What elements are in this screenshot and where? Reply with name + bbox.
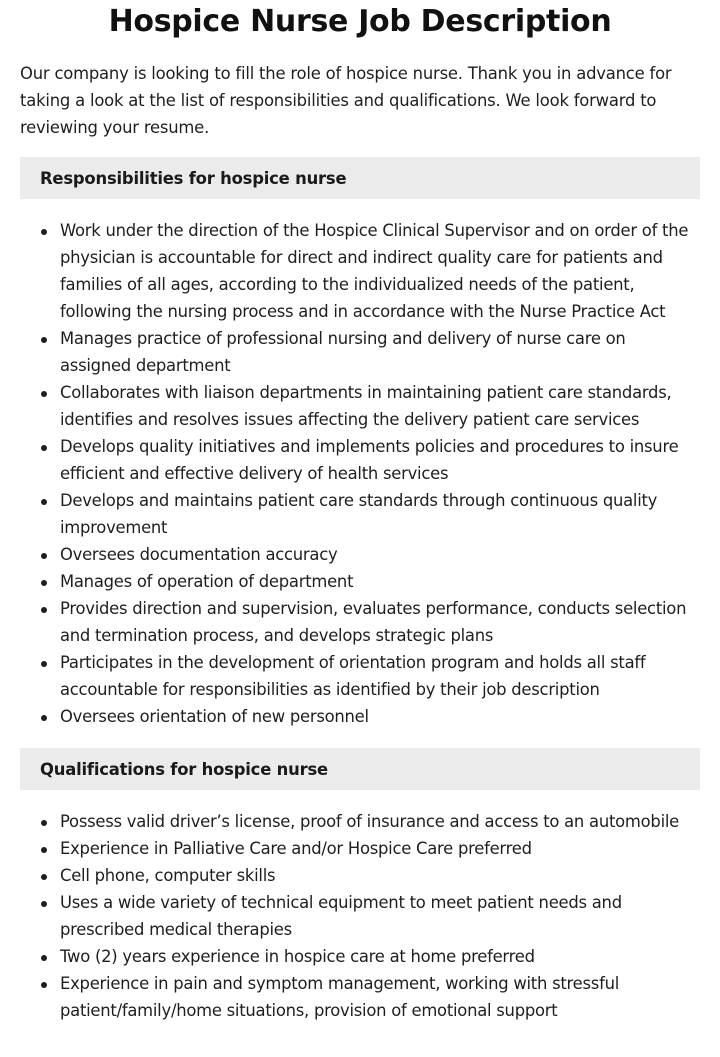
list-item-text: Two (2) years experience in hospice care at home preferred [60, 947, 535, 966]
list-item [20, 595, 700, 649]
bullet-icon [41, 607, 47, 613]
list-item-text: Experience in Palliative Care and/or Hospice Care preferred [60, 839, 532, 858]
page-title: Hospice Nurse Job Description [108, 4, 612, 39]
list-item-text: Oversees documentation accuracy [60, 545, 338, 564]
bullet-icon [41, 820, 47, 826]
responsibilities-list [20, 217, 700, 730]
list-item [20, 325, 700, 379]
list-item [20, 541, 700, 568]
bullet-icon [41, 847, 47, 853]
list-item-text: Possess valid driver’s license, proof of insurance and access to an automobile [60, 812, 680, 831]
intro-paragraph: Our company is looking to fill the role of hospice nurse. Thank you in advance for taking a look at the list of responsibilities and qualifications. We look forward to reviewing your resume. [20, 64, 672, 137]
bullet-icon [41, 661, 47, 667]
list-item [20, 862, 700, 889]
list-item [20, 217, 700, 325]
list-item-text: Experience in pain and symptom management, working with stressful patient/family/home situations, provision of emotional support [60, 974, 620, 1020]
list-item-text: Develops quality initiatives and implements policies and procedures to insure efficient and effective delivery of health services [60, 437, 679, 483]
bullet-icon [41, 955, 47, 961]
list-item [20, 703, 700, 730]
bullet-icon [41, 715, 47, 721]
list-item [20, 433, 700, 487]
bullet-icon [41, 337, 47, 343]
list-item-text: Collaborates with liaison departments in maintaining patient care standards, identifies and resolves issues affecting the delivery patient care services [60, 383, 672, 429]
list-item [20, 379, 700, 433]
list-item [20, 649, 700, 703]
list-item-text: Develops and maintains patient care standards through continuous quality improvement [60, 491, 658, 537]
list-item-text: Provides direction and supervision, evaluates performance, conducts selection and termination process, and develops strategic plans [60, 599, 687, 645]
list-item-text: Uses a wide variety of technical equipment to meet patient needs and prescribed medical therapies [60, 893, 622, 939]
list-item [20, 889, 700, 943]
qualifications-heading: Qualifications for hospice nurse [20, 748, 700, 790]
bullet-icon [41, 901, 47, 907]
list-item [20, 487, 700, 541]
bullet-icon [41, 499, 47, 505]
list-item [20, 808, 700, 835]
list-item [20, 970, 700, 1024]
bullet-icon [41, 553, 47, 559]
list-item-text: Oversees orientation of new personnel [60, 707, 369, 726]
list-item-text: Participates in the development of orientation program and holds all staff accountable for responsibilities as identified by their job description [60, 653, 646, 699]
bullet-icon [41, 391, 47, 397]
list-item [20, 835, 700, 862]
list-item-text: Manages of operation of department [60, 572, 354, 591]
list-item-text: Cell phone, computer skills [60, 866, 276, 885]
list-item [20, 943, 700, 970]
bullet-icon [41, 445, 47, 451]
bullet-icon [41, 580, 47, 586]
list-item-text: Manages practice of professional nursing and delivery of nurse care on assigned department [60, 329, 626, 375]
responsibilities-heading: Responsibilities for hospice nurse [20, 157, 700, 199]
list-item [20, 568, 700, 595]
bullet-icon [41, 982, 47, 988]
list-item-text: Work under the direction of the Hospice Clinical Supervisor and on order of the physician is accountable for direct and indirect quality care for patients and families of all ages, according to the individualized needs of the patient, following the nursing process and in accordance with the Nurse Practice Act [60, 221, 689, 321]
qualifications-list [20, 808, 700, 1024]
bullet-icon [41, 229, 47, 235]
bullet-icon [41, 874, 47, 880]
